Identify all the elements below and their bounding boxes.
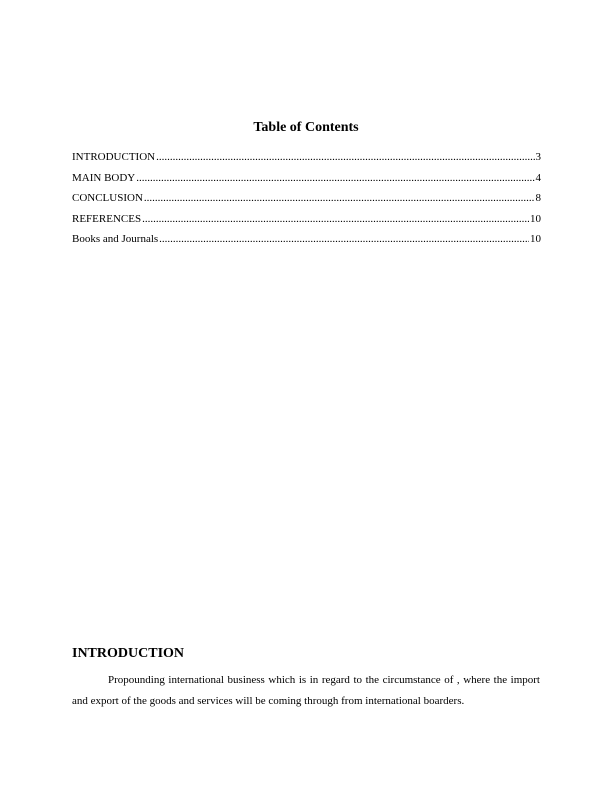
toc-entry-page: 10 (530, 212, 541, 225)
toc-entry-conclusion[interactable] (72, 192, 541, 213)
table-of-contents (72, 151, 541, 254)
toc-dot-leader (156, 151, 534, 164)
toc-dot-leader (144, 192, 535, 205)
toc-entry-label: CONCLUSION (72, 192, 143, 204)
toc-entry-label: MAIN BODY (72, 171, 136, 184)
toc-entry-page: 3 (535, 151, 541, 163)
toc-entry-references[interactable] (72, 213, 541, 234)
section-heading-introduction: INTRODUCTION (72, 646, 185, 661)
toc-dot-leader (142, 213, 529, 226)
toc-dot-leader (136, 172, 534, 185)
toc-entry-label: REFERENCES (72, 212, 142, 225)
toc-entry-main-body[interactable] (72, 172, 541, 193)
toc-entry-page: 4 (535, 171, 541, 184)
toc-dot-leader (159, 233, 529, 246)
toc-entry-page: 10 (530, 233, 541, 245)
introduction-paragraph: Propounding international business which is in regard to the circumstance of , where the import and export of the goods and services will be coming through from international boarders. (72, 674, 540, 707)
toc-title: Table of Contents (253, 120, 359, 135)
toc-entry-books-and-journals[interactable] (72, 233, 541, 254)
toc-entry-introduction[interactable] (72, 151, 541, 172)
toc-entry-label: Books and Journals (72, 233, 159, 245)
toc-entry-label: INTRODUCTION (72, 151, 156, 163)
toc-entry-page: 8 (535, 192, 541, 204)
